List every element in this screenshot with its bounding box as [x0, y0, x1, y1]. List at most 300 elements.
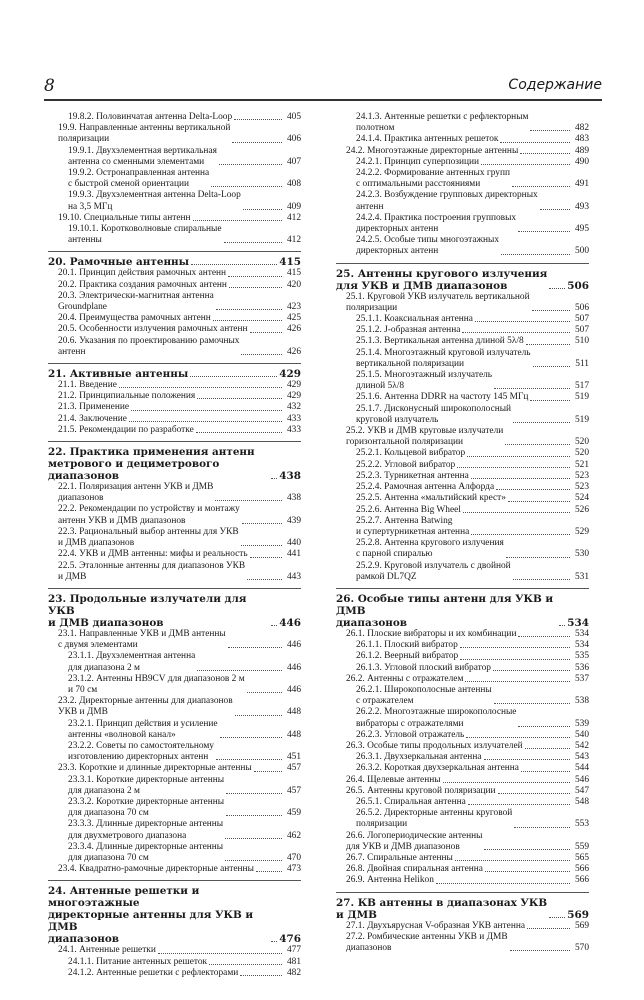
dot-leader	[220, 737, 282, 738]
toc-entry-title: 24. Антенные решетки и многоэтажные директорные антенны для УКВ и ДМВ диапазонов	[48, 885, 254, 946]
dot-leader	[225, 860, 282, 861]
toc-page-number: 440	[286, 538, 301, 549]
toc-entry-title: 19.9.2. Остронаправленная антенна с быстрой сменой ориентации	[68, 168, 210, 190]
toc-entry[interactable]	[48, 763, 301, 774]
toc-entry[interactable]	[336, 134, 589, 145]
dot-leader	[462, 332, 570, 333]
toc-entry-title: 23.3.3. Длинные директорные антенны для двухметрового диапазона	[68, 819, 224, 841]
toc-page-number: 495	[574, 224, 589, 235]
toc-page-number: 521	[574, 459, 589, 470]
toc-chapter-entry[interactable]	[336, 268, 589, 292]
toc-entry[interactable]	[336, 685, 589, 707]
toc-chapter-entry[interactable]	[48, 446, 301, 482]
toc-page-number: 439	[286, 515, 301, 526]
toc-entry-title: 19.9.1. Двухэлементная вертикальная антенна со сменными элементами	[68, 145, 217, 167]
toc-entry[interactable]	[336, 921, 589, 932]
toc-entry[interactable]	[48, 482, 301, 504]
dot-leader	[494, 388, 570, 389]
toc-entry[interactable]	[336, 392, 589, 403]
toc-entry-title: 26.2. Антенны с отражателем	[346, 673, 464, 684]
dot-leader	[190, 376, 277, 377]
toc-entry[interactable]	[48, 402, 301, 413]
toc-page-number: 429	[279, 368, 301, 381]
toc-entry-title: 21.3. Применение	[58, 402, 130, 413]
toc-entry-title: 24.1.3. Антенные решетки с рефлекторным полотном	[356, 112, 529, 134]
toc-entry[interactable]	[336, 370, 589, 392]
chapter-separator	[336, 263, 589, 264]
toc-entry-title: 24.1.1. Питание антенных решеток	[68, 956, 208, 967]
header-rule	[44, 99, 602, 101]
dot-leader	[241, 545, 282, 546]
chapter-separator	[48, 588, 301, 589]
dot-leader	[271, 625, 277, 626]
toc-entry-title: 26.3.1. Двухзеркальная антенна	[356, 752, 482, 763]
toc-entry[interactable]	[336, 471, 589, 482]
toc-page-number: 520	[574, 448, 589, 459]
toc-entry[interactable]	[336, 404, 589, 426]
toc-entry[interactable]	[48, 112, 301, 123]
toc-entry[interactable]	[336, 763, 589, 774]
toc-page-number: 524	[574, 493, 589, 504]
toc-entry[interactable]	[336, 112, 589, 134]
dot-leader	[475, 321, 570, 322]
toc-entry[interactable]	[48, 696, 301, 718]
toc-entry[interactable]	[336, 516, 589, 538]
toc-entry-title: 26.6. Логопериодические антенны для УКВ и ДМВ диапазонов	[346, 830, 483, 852]
toc-entry[interactable]	[48, 213, 301, 224]
dot-leader	[443, 782, 570, 783]
toc-page-number: 569	[567, 908, 589, 921]
dot-leader	[224, 242, 283, 243]
toc-entry[interactable]	[48, 797, 301, 819]
toc-entry[interactable]	[48, 651, 301, 673]
dot-leader	[196, 432, 282, 433]
toc-entry-title: 21.4. Заключение	[58, 413, 127, 424]
toc-page-number: 566	[574, 864, 589, 875]
toc-entry[interactable]	[336, 752, 589, 763]
toc-entry-title: 25.1.5. Многоэтажный излучатель длиной 5λ/8	[356, 370, 493, 392]
toc-page-number: 490	[574, 156, 589, 167]
toc-page-number: 506	[567, 279, 589, 292]
toc-page-number: 569	[574, 920, 589, 931]
toc-entry[interactable]	[48, 168, 301, 190]
dot-leader	[241, 354, 282, 355]
toc-entry-title: 23.3.2. Короткие директорные антенны для диапазона 70 см	[68, 796, 225, 819]
toc-entry-title: 25.2.2. Угловой вибратор	[356, 459, 456, 470]
toc-chapter-entry[interactable]	[48, 368, 301, 380]
toc-entry-title: 21.2. Принципиальные положения	[58, 391, 196, 402]
toc-entry[interactable]	[336, 157, 589, 168]
toc-page-number: 543	[574, 752, 589, 763]
toc-page-number: 457	[286, 785, 301, 796]
toc-entry[interactable]	[336, 448, 589, 459]
toc-entry-title: 25.2.6. Антенна Big Wheel	[356, 504, 461, 515]
toc-page-number: 506	[574, 302, 589, 313]
dot-leader	[197, 398, 282, 399]
toc-entry[interactable]	[336, 348, 589, 370]
dot-leader	[243, 209, 282, 210]
toc-page-number: 426	[286, 324, 301, 335]
toc-entry[interactable]	[336, 213, 589, 235]
dot-leader	[219, 164, 282, 165]
toc-entry[interactable]	[48, 391, 301, 402]
dot-leader	[505, 444, 570, 445]
toc-page-number: 470	[286, 852, 301, 863]
toc-page-number: 500	[574, 246, 589, 257]
dot-leader	[226, 793, 282, 794]
toc-entry[interactable]	[336, 674, 589, 685]
toc-page-number: 446	[286, 640, 301, 651]
toc-entry-title: 22.4. УКВ и ДМВ антенны: мифы и реальность	[58, 549, 248, 560]
toc-entry-title: 24.1.2. Антенные решетки с рефлекторами	[68, 967, 239, 978]
toc-entry[interactable]	[48, 842, 301, 864]
toc-entry-title: 27. КВ антенны в диапазонах УКВ и ДМВ	[336, 896, 548, 921]
toc-entry[interactable]	[336, 663, 589, 674]
toc-page-number: 405	[286, 112, 301, 122]
dot-leader	[119, 387, 282, 388]
dot-leader	[540, 209, 570, 210]
toc-entry-title: 25.2. УКВ и ДМВ круговые излучатели горизонтальной поляризации	[346, 426, 504, 448]
toc-page-number: 476	[279, 933, 301, 946]
toc-page-number: 423	[286, 302, 301, 313]
toc-entry-title: 22.5. Эталонные антенны для диапазонов УКВ и ДМВ	[58, 560, 246, 582]
toc-entry-title: 26.2.1. Широкополосные антенны с отражателем	[356, 684, 492, 707]
toc-entry[interactable]	[336, 336, 589, 347]
toc-entry[interactable]	[48, 864, 301, 875]
dot-leader	[131, 410, 282, 411]
toc-entry[interactable]	[336, 629, 589, 640]
toc-entry-title: 26.4. Щелевые антенны	[346, 774, 441, 785]
toc-entry-title: 19.10.1. Коротковолновые спиральные антенны	[68, 224, 222, 246]
dot-leader	[471, 478, 570, 479]
toc-entry[interactable]	[336, 482, 589, 493]
toc-page-number: 538	[574, 696, 589, 707]
toc-entry[interactable]	[336, 775, 589, 786]
toc-entry-title: 26.1. Плоские вибраторы и их комбинации	[346, 628, 517, 639]
dot-leader	[496, 489, 570, 490]
toc-entry[interactable]	[336, 168, 589, 190]
toc-entry-title: 26.1.2. Веерный вибратор	[356, 651, 459, 662]
toc-entry[interactable]	[336, 460, 589, 471]
toc-entry[interactable]	[48, 190, 301, 212]
toc-entry[interactable]	[336, 493, 589, 504]
dot-leader	[512, 186, 570, 187]
toc-chapter-entry[interactable]	[336, 593, 589, 629]
toc-entry-title: 22.1. Поляризация антенн УКВ и ДМВ диапазонов	[58, 482, 214, 504]
toc-page-number: 491	[574, 179, 589, 190]
toc-entry-title: 23.1.2. Антенны HB9CV для диапазонов 2 м и 70 см	[68, 673, 245, 695]
toc-entry[interactable]	[336, 538, 589, 560]
toc-page-number: 534	[574, 628, 589, 639]
dot-leader	[271, 941, 277, 942]
toc-entry-title: 21. Активные антенны	[48, 368, 189, 381]
toc-entry[interactable]	[48, 380, 301, 391]
toc-entry[interactable]	[336, 932, 589, 954]
toc-entry-title: 23.3.1. Короткие директорные антенны для диапазона 2 м	[68, 774, 225, 796]
toc-entry[interactable]	[336, 875, 589, 886]
toc-page-number: 570	[574, 943, 589, 953]
toc-entry-title: 23.3.4. Длинные директорные антенны для диапазона 70 см	[68, 841, 224, 863]
dot-leader	[530, 130, 570, 131]
toc-page-number: 420	[286, 279, 301, 290]
toc-entry[interactable]	[336, 146, 589, 157]
dot-leader	[240, 975, 282, 976]
toc-entry-title: 23.3. Короткие и длинные директорные антенны	[58, 763, 252, 774]
dot-leader	[129, 421, 282, 422]
toc-entry-title: 26.3.2. Короткая двухзеркальная антенна	[356, 763, 519, 774]
toc-entry[interactable]	[336, 505, 589, 516]
toc-page-number: 510	[574, 336, 589, 347]
toc-page-number: 406	[286, 134, 301, 145]
toc-chapter-entry[interactable]	[48, 885, 301, 945]
toc-entry[interactable]	[336, 235, 589, 257]
toc-entry[interactable]	[48, 313, 301, 324]
toc-entry[interactable]	[48, 945, 301, 956]
toc-entry-title: 25.2.7. Антенна Batwing и супертурникетная антенна	[356, 515, 470, 537]
toc-entry[interactable]	[48, 968, 301, 979]
dot-leader	[520, 153, 570, 154]
toc-entry-title: 25.1.1. Коаксиальная антенна	[356, 314, 473, 325]
toc-page-number: 517	[574, 381, 589, 392]
toc-page-number: 534	[574, 640, 589, 651]
dot-leader	[559, 625, 565, 626]
toc-chapter-entry[interactable]	[48, 256, 301, 268]
dot-leader	[228, 276, 282, 277]
toc-page-number: 415	[286, 268, 301, 279]
toc-entry[interactable]	[336, 797, 589, 808]
toc-entry[interactable]	[48, 561, 301, 583]
dot-leader	[250, 557, 282, 558]
toc-entry-title: 26.8. Двойная спиральная антенна	[346, 864, 483, 875]
toc-entry-title: 23.1. Направленные УКВ и ДМВ антенны с двумя элементами	[58, 628, 226, 651]
toc-page-number: 433	[286, 424, 301, 435]
toc-chapter-entry[interactable]	[48, 593, 301, 629]
dot-leader	[463, 512, 570, 513]
dot-leader	[226, 815, 282, 816]
toc-page-number: 425	[286, 313, 301, 324]
dot-leader	[436, 883, 570, 884]
toc-page-number: 548	[574, 796, 589, 807]
toc-entry-title: 21.5. Рекомендации по разработке	[58, 424, 194, 435]
dot-leader	[256, 871, 282, 872]
toc-entry-title: 25.2.1. Кольцевой вибратор	[356, 448, 466, 459]
toc-page-number: 448	[286, 729, 301, 740]
toc-page-number: 459	[286, 808, 301, 819]
toc-entry[interactable]	[48, 414, 301, 425]
toc-page-number: 477	[286, 945, 301, 956]
toc-entry-title: 20.5. Особенности излучения рамочных антенн	[58, 324, 248, 335]
toc-page-number: 519	[574, 392, 589, 403]
toc-page-number: 446	[279, 616, 301, 629]
toc-entry-title: 25.2.4. Рамочная антенна Алфорда	[356, 482, 495, 493]
toc-entry-title: 24.2.5. Особые типы многоэтажных директорных антенн	[356, 235, 500, 257]
toc-page-number: 415	[279, 256, 301, 269]
toc-entry-title: 22. Практика применения антенн метрового и дециметрового диапазонов	[48, 446, 255, 483]
toc-page-number: 489	[574, 145, 589, 156]
toc-page-number: 535	[574, 651, 589, 662]
toc-entry[interactable]	[336, 786, 589, 797]
page-number: 8	[44, 76, 55, 96]
dot-leader	[521, 771, 570, 772]
dot-leader	[526, 344, 570, 345]
toc-entry[interactable]	[48, 549, 301, 560]
toc-entry-title: 22.3. Рациональный выбор антенны для УКВ и ДМВ диапазонов	[58, 526, 239, 549]
dot-leader	[460, 647, 570, 648]
dot-leader	[216, 309, 282, 310]
dot-leader	[457, 467, 570, 468]
toc-page-number: 451	[286, 752, 301, 763]
dot-leader	[549, 917, 565, 918]
toc-entry-title: 19.8.2. Половинчатая антенна Delta-Loop	[68, 112, 233, 122]
toc-entry-title: 24.1.4. Практика антенных решеток	[356, 134, 499, 145]
toc-entry[interactable]	[336, 314, 589, 325]
toc-entry[interactable]	[336, 707, 589, 729]
toc-entry-title: 25.1. Круговой УКВ излучатель вертикальной поляризации	[346, 291, 530, 313]
toc-page-number: 412	[286, 212, 301, 223]
toc-entry[interactable]	[48, 425, 301, 436]
toc-entry-title: 27.2. Ромбические антенны УКВ и ДМВ диапазонов	[346, 931, 508, 953]
toc-entry[interactable]	[336, 651, 589, 662]
chapter-separator	[48, 441, 301, 442]
toc-entry[interactable]	[336, 325, 589, 336]
toc-entry[interactable]	[48, 527, 301, 549]
toc-page-number: 438	[286, 493, 301, 504]
toc-page-number: 540	[574, 729, 589, 740]
dot-leader	[467, 456, 570, 457]
toc-entry[interactable]	[48, 280, 301, 291]
toc-entry-title: 24.2.1. Принцип суперпозиции	[356, 156, 480, 167]
toc-left-column	[48, 112, 301, 979]
dot-leader	[242, 523, 282, 524]
toc-page-number: 483	[574, 134, 589, 145]
dot-leader	[465, 681, 570, 682]
toc-entry[interactable]	[336, 426, 589, 448]
toc-entry[interactable]	[48, 775, 301, 797]
toc-page-number: 565	[574, 852, 589, 863]
toc-page-number: 520	[574, 437, 589, 448]
toc-entry[interactable]	[48, 291, 301, 313]
dot-leader	[209, 964, 282, 965]
toc-entry[interactable]	[48, 146, 301, 168]
dot-leader	[533, 366, 570, 367]
toc-entry-title: 26.1.3. Угловой плоский вибратор	[356, 662, 491, 673]
toc-entry[interactable]	[336, 853, 589, 864]
toc-entry-title: 19.9.3. Двухэлементная антенна Delta-Loop на 3,5 МГц	[68, 190, 241, 212]
toc-entry[interactable]	[336, 640, 589, 651]
toc-entry[interactable]	[336, 730, 589, 741]
toc-entry[interactable]	[48, 268, 301, 279]
dot-leader	[498, 793, 570, 794]
toc-entry-title: 20.2. Практика создания рамочных антенн	[58, 279, 227, 290]
toc-page-number: 446	[286, 662, 301, 673]
toc-entry[interactable]	[48, 123, 301, 145]
toc-entry-title: 26.7. Спиральные антенны	[346, 852, 453, 863]
toc-page-number: 526	[574, 504, 589, 515]
toc-entry[interactable]	[48, 629, 301, 651]
toc-right-column	[336, 112, 589, 954]
toc-entry[interactable]	[336, 292, 589, 314]
toc-page-number: 566	[574, 875, 589, 886]
toc-entry[interactable]	[48, 957, 301, 968]
toc-entry-title: 26.9. Антенна Helikon	[346, 875, 434, 886]
toc-page-number: 457	[286, 763, 301, 774]
toc-entry-title: 25.1.2. J-образная антенна	[356, 325, 461, 336]
dot-leader	[468, 804, 570, 805]
dot-leader	[215, 500, 282, 501]
toc-entry-title: 23.1.1. Двухэлементная антенна для диапазона 2 м	[68, 651, 196, 673]
toc-entry[interactable]	[48, 674, 301, 696]
dot-leader	[532, 310, 570, 311]
toc-page-number: 542	[574, 740, 589, 751]
dot-leader	[466, 737, 570, 738]
dot-leader	[235, 715, 282, 716]
dot-leader	[232, 142, 282, 143]
toc-page-number: 407	[286, 156, 301, 167]
toc-page-number: 529	[574, 526, 589, 537]
dot-leader	[229, 287, 282, 288]
toc-entry[interactable]	[336, 864, 589, 875]
toc-entry-title: 26.5. Антенны круговой поляризации	[346, 785, 496, 796]
toc-page-number: 412	[286, 235, 301, 246]
dot-leader	[518, 636, 570, 637]
toc-entry[interactable]	[48, 819, 301, 841]
toc-entry[interactable]	[48, 336, 301, 358]
dot-leader	[518, 231, 570, 232]
toc-chapter-entry[interactable]	[336, 897, 589, 921]
dot-leader	[250, 332, 282, 333]
toc-entry-title: 23.2.1. Принцип действия и усиление антенны «волновой канал»	[68, 718, 218, 740]
toc-page-number: 531	[574, 571, 589, 582]
toc-entry[interactable]	[48, 324, 301, 335]
toc-entry-title: 24.2.3. Возбуждение групповых директорных антенн	[356, 190, 538, 212]
toc-page-number: 426	[286, 346, 301, 357]
chapter-separator	[48, 880, 301, 881]
toc-page-number: 429	[286, 391, 301, 402]
chapter-separator	[336, 892, 589, 893]
dot-leader	[158, 953, 282, 954]
toc-page-number: 482	[574, 123, 589, 134]
toc-entry-title: 20.1. Принцип действия рамочных антенн	[58, 268, 227, 279]
toc-entry[interactable]	[48, 224, 301, 246]
dot-leader	[271, 478, 277, 479]
dot-leader	[493, 670, 570, 671]
toc-entry[interactable]	[336, 808, 589, 830]
running-title: Содержание	[508, 77, 602, 93]
toc-entry[interactable]	[48, 504, 301, 526]
toc-page-number: 507	[574, 325, 589, 336]
dot-leader	[510, 950, 570, 951]
toc-entry[interactable]	[48, 741, 301, 763]
toc-page-number: 537	[574, 673, 589, 684]
toc-entry[interactable]	[48, 719, 301, 741]
dot-leader	[455, 860, 570, 861]
dot-leader	[514, 827, 570, 828]
chapter-separator	[48, 251, 301, 252]
toc-entry[interactable]	[336, 561, 589, 583]
toc-entry-title: 25.2.3. Турникетная антенна	[356, 470, 469, 481]
toc-entry[interactable]	[336, 190, 589, 212]
toc-page-number: 544	[574, 763, 589, 774]
toc-page-number: 553	[574, 819, 589, 830]
dot-leader	[216, 759, 282, 760]
toc-entry[interactable]	[336, 831, 589, 853]
toc-entry-title: 26.2.3. Угловой отражатель	[356, 729, 465, 740]
toc-entry[interactable]	[336, 741, 589, 752]
toc-page-number: 473	[286, 864, 301, 875]
dot-leader	[506, 557, 570, 558]
dot-leader	[501, 254, 570, 255]
toc-entry-title: 20.6. Указания по проектированию рамочных антенн	[58, 335, 240, 357]
